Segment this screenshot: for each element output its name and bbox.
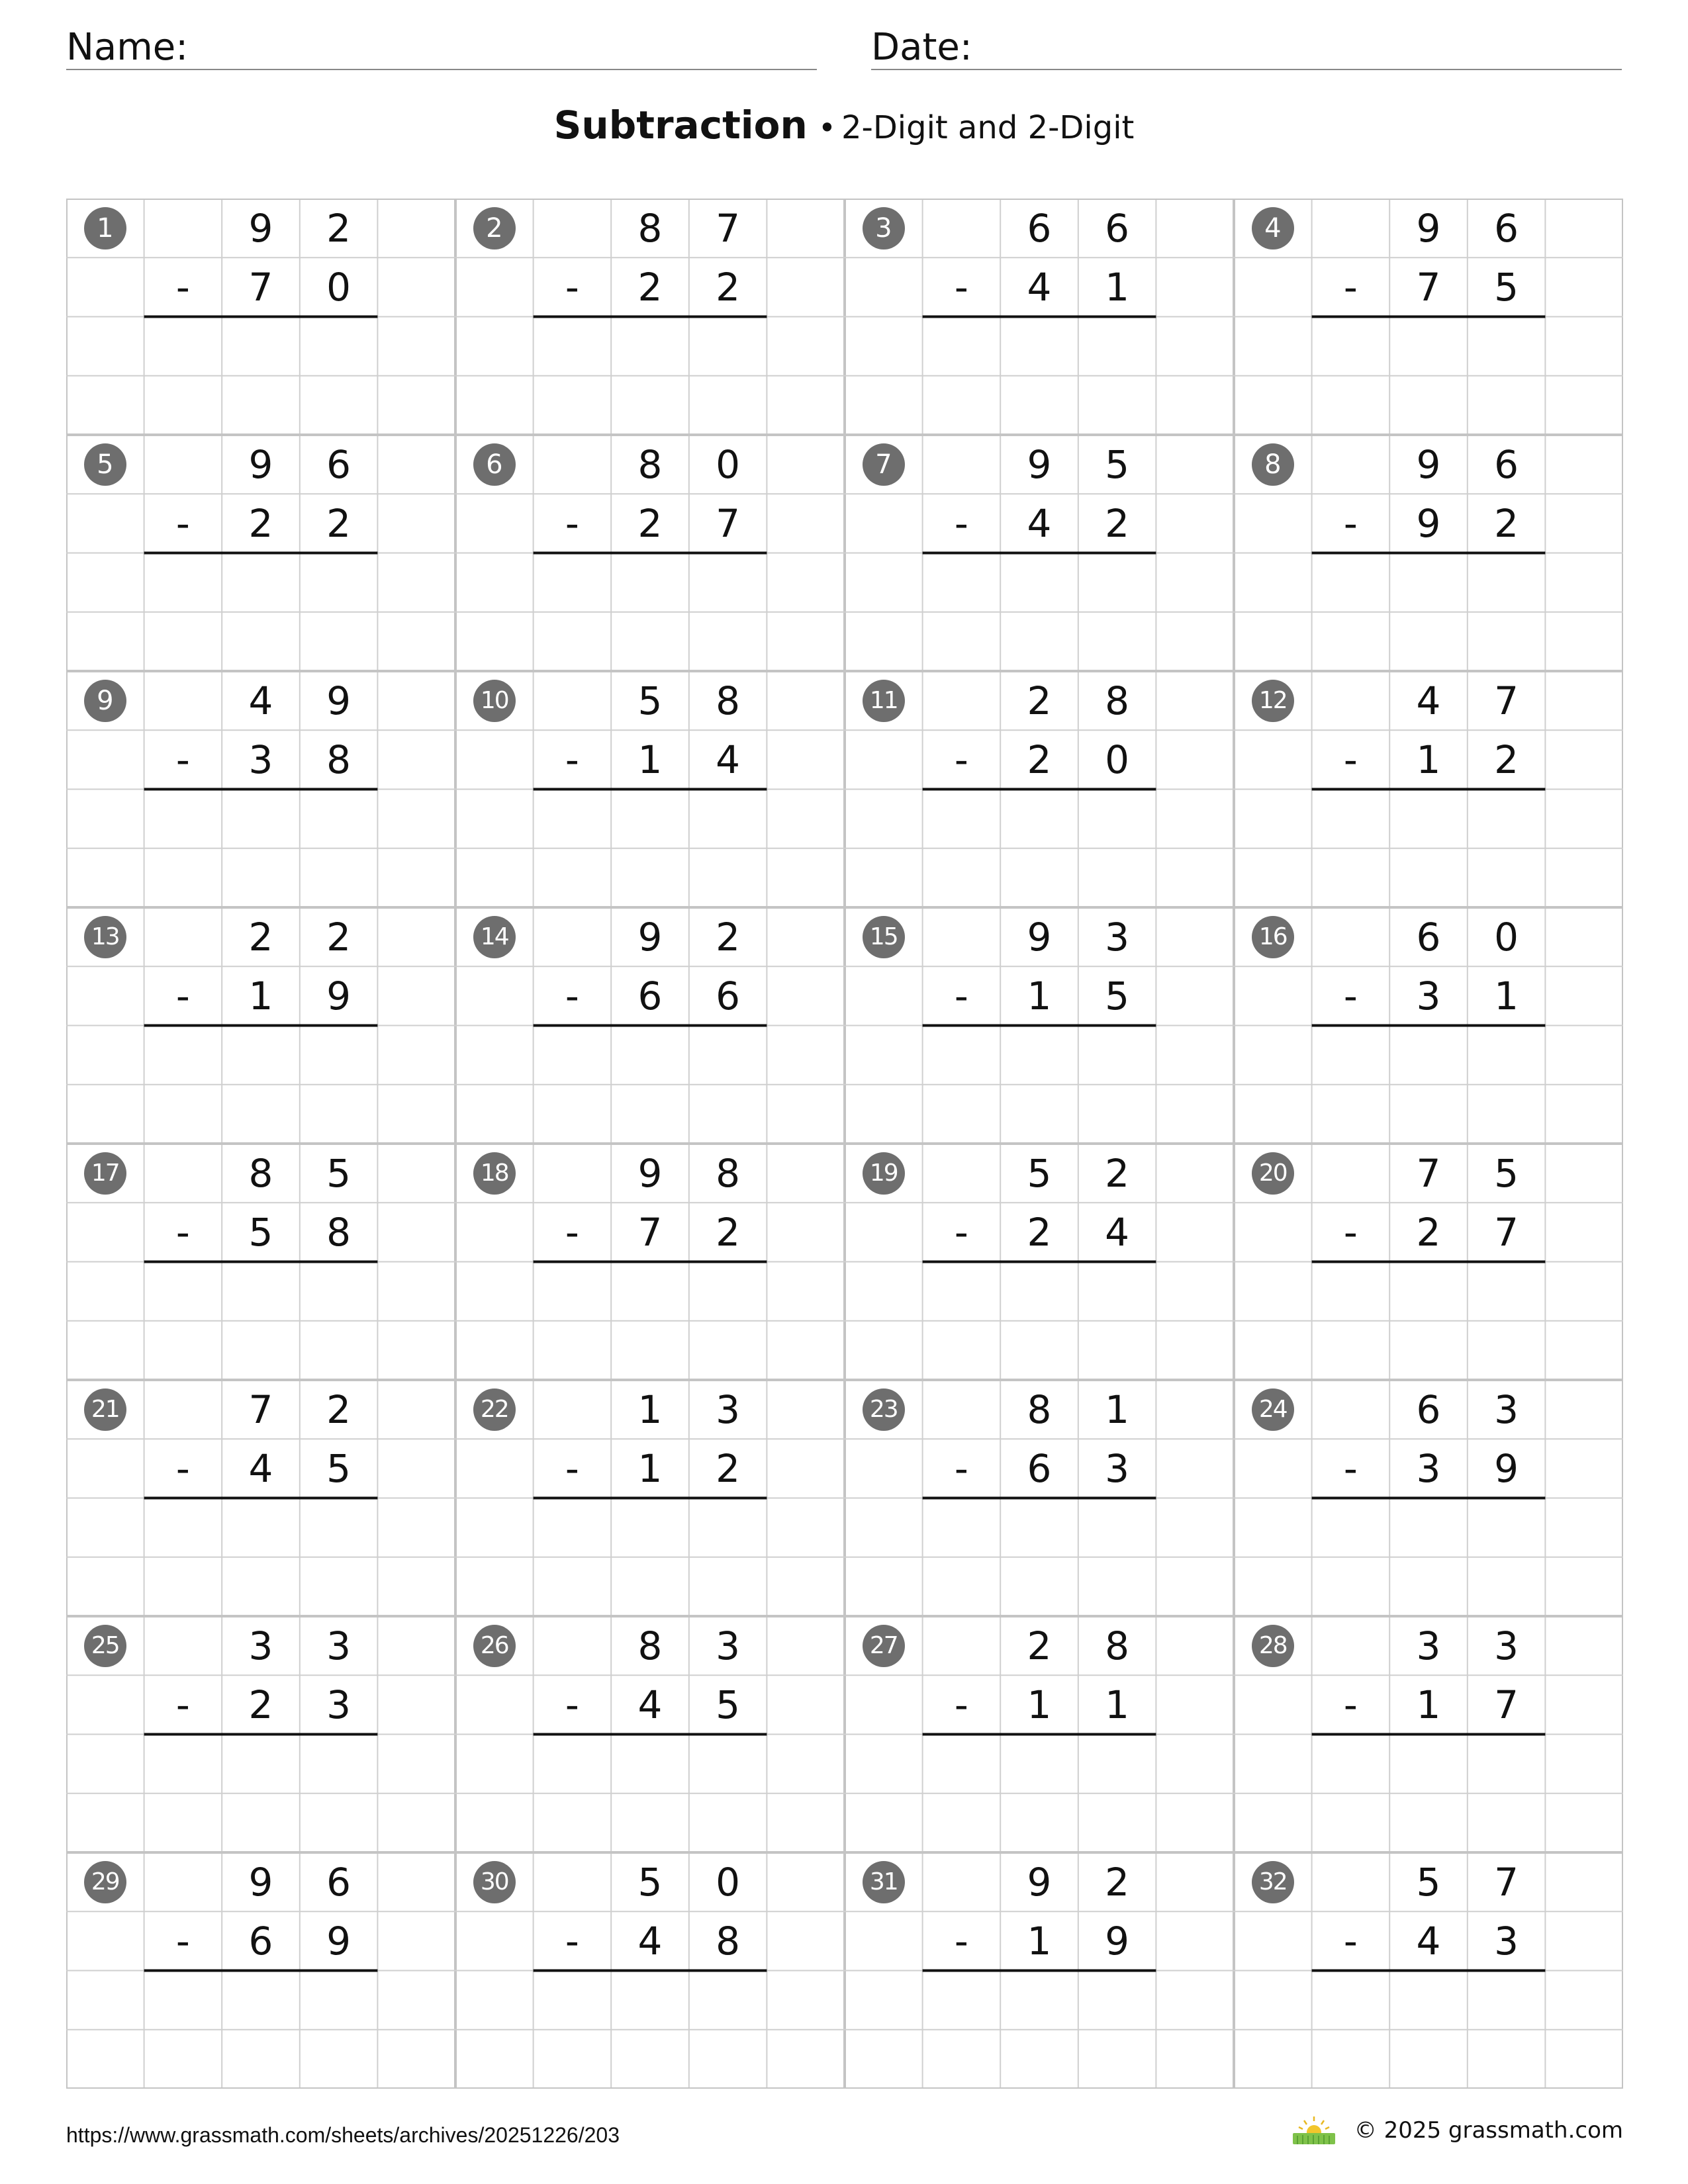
subtrahend-tens-digit: 1: [637, 1445, 663, 1491]
problem-number-badge: 27: [863, 1625, 905, 1667]
minuend-tens-digit: 9: [248, 1859, 273, 1905]
subtrahend-tens-digit: 2: [637, 264, 663, 310]
problem-number-badge: 4: [1252, 207, 1294, 250]
minuend-ones-digit: 8: [1105, 678, 1130, 723]
problem-number-badge: 13: [84, 916, 126, 958]
minuend-tens-digit: 8: [248, 1150, 273, 1196]
minuend-ones-digit: 7: [1494, 678, 1519, 723]
minuend-ones-digit: 1: [1105, 1387, 1130, 1432]
minuend-ones-digit: 0: [716, 1859, 741, 1905]
minuend-ones-digit: 3: [1105, 914, 1130, 960]
minuend-tens-digit: 5: [637, 678, 663, 723]
subtrahend-tens-digit: 2: [248, 1682, 273, 1727]
minuend-ones-digit: 3: [326, 1623, 352, 1668]
subtrahend-tens-digit: 1: [1027, 973, 1052, 1019]
minus-sign: -: [565, 1918, 579, 1964]
minuend-tens-digit: 8: [637, 1623, 663, 1668]
minuend-ones-digit: 5: [326, 1150, 352, 1196]
problem-number-badge: 1: [84, 207, 126, 250]
minus-sign: -: [565, 973, 579, 1019]
problem-number-badge: 8: [1252, 443, 1294, 486]
minuend-ones-digit: 2: [1105, 1859, 1130, 1905]
subtrahend-tens-digit: 5: [248, 1209, 273, 1255]
subtrahend-tens-digit: 2: [1416, 1209, 1441, 1255]
subtrahend-ones-digit: 2: [326, 500, 352, 546]
minuend-tens-digit: 3: [1416, 1623, 1441, 1668]
problem-number-badge: 18: [473, 1152, 516, 1195]
minus-sign: -: [175, 1209, 190, 1255]
subtrahend-ones-digit: 5: [1494, 264, 1519, 310]
minuend-ones-digit: 2: [1105, 1150, 1130, 1196]
problem-number-badge: 2: [473, 207, 516, 250]
subtrahend-ones-digit: 2: [1105, 500, 1130, 546]
footer-brand: [1291, 2115, 1623, 2146]
date-field[interactable]: [871, 21, 1622, 70]
subtrahend-tens-digit: 7: [1416, 264, 1441, 310]
minuend-ones-digit: 2: [326, 205, 352, 251]
minuend-ones-digit: 6: [326, 1859, 352, 1905]
subtrahend-ones-digit: 9: [326, 1918, 352, 1964]
subtrahend-tens-digit: 3: [248, 737, 273, 782]
subtrahend-tens-digit: 6: [1027, 1445, 1052, 1491]
title-subtitle: 2-Digit and 2-Digit: [841, 109, 1135, 146]
title-main: Subtraction: [553, 103, 808, 148]
name-field[interactable]: [66, 21, 817, 70]
minuend-tens-digit: 9: [1416, 441, 1441, 487]
minus-sign: -: [565, 500, 579, 546]
subtrahend-ones-digit: 3: [1105, 1445, 1130, 1491]
minuend-tens-digit: 8: [637, 205, 663, 251]
subtrahend-ones-digit: 5: [1105, 973, 1130, 1019]
minuend-tens-digit: 6: [1027, 205, 1052, 251]
minuend-tens-digit: 5: [1027, 1150, 1052, 1196]
minus-sign: -: [1343, 1209, 1358, 1255]
minus-sign: -: [175, 1445, 190, 1491]
subtrahend-ones-digit: 8: [326, 737, 352, 782]
minus-sign: -: [175, 973, 190, 1019]
minus-sign: -: [954, 1209, 968, 1255]
subtrahend-tens-digit: 4: [1027, 500, 1052, 546]
minus-sign: -: [175, 737, 190, 782]
minus-sign: -: [565, 1682, 579, 1727]
problem-number-badge: 19: [863, 1152, 905, 1195]
minus-sign: -: [1343, 500, 1358, 546]
minuend-tens-digit: 8: [1027, 1387, 1052, 1432]
minus-sign: -: [1343, 264, 1358, 310]
minuend-tens-digit: 9: [248, 205, 273, 251]
minus-sign: -: [954, 737, 968, 782]
subtrahend-ones-digit: 0: [1105, 737, 1130, 782]
minuend-ones-digit: 5: [1105, 441, 1130, 487]
subtrahend-tens-digit: 6: [637, 973, 663, 1019]
subtrahend-tens-digit: 2: [248, 500, 273, 546]
minus-sign: -: [565, 737, 579, 782]
subtrahend-ones-digit: 1: [1105, 264, 1130, 310]
problem-number-badge: 22: [473, 1388, 516, 1431]
subtrahend-ones-digit: 4: [716, 737, 741, 782]
problem-number-badge: 23: [863, 1388, 905, 1431]
subtrahend-ones-digit: 6: [716, 973, 741, 1019]
minus-sign: -: [1343, 1682, 1358, 1727]
minuend-tens-digit: 2: [1027, 1623, 1052, 1668]
footer-copyright: © 2025 grassmath.com: [1354, 2117, 1623, 2144]
problem-number-badge: 14: [473, 916, 516, 958]
problem-number-badge: 32: [1252, 1861, 1294, 1903]
problem-number-badge: 28: [1252, 1625, 1294, 1667]
minuend-tens-digit: 9: [1027, 914, 1052, 960]
minuend-tens-digit: 9: [637, 1150, 663, 1196]
minus-sign: -: [175, 500, 190, 546]
minus-sign: -: [954, 264, 968, 310]
minuend-ones-digit: 2: [716, 914, 741, 960]
minuend-ones-digit: 3: [716, 1623, 741, 1668]
problem-grid: [66, 199, 1623, 2089]
problem-number-badge: 6: [473, 443, 516, 486]
minuend-ones-digit: 3: [1494, 1623, 1519, 1668]
subtrahend-tens-digit: 2: [1027, 737, 1052, 782]
problem-number-badge: 29: [84, 1861, 126, 1903]
subtrahend-tens-digit: 4: [1416, 1918, 1441, 1964]
subtrahend-tens-digit: 2: [1027, 1209, 1052, 1255]
minuend-tens-digit: 2: [248, 914, 273, 960]
problem-number-badge: 31: [863, 1861, 905, 1903]
minuend-tens-digit: 7: [1416, 1150, 1441, 1196]
minuend-tens-digit: 4: [248, 678, 273, 723]
subtrahend-tens-digit: 3: [1416, 1445, 1441, 1491]
problem-number-badge: 24: [1252, 1388, 1294, 1431]
subtrahend-ones-digit: 3: [1494, 1918, 1519, 1964]
footer-url: https://www.grassmath.com/sheets/archives/20251226/203: [66, 2123, 620, 2147]
problem-number-badge: 12: [1252, 680, 1294, 722]
subtrahend-tens-digit: 7: [248, 264, 273, 310]
minuend-tens-digit: 5: [637, 1859, 663, 1905]
problem-number-badge: 26: [473, 1625, 516, 1667]
subtrahend-ones-digit: 7: [1494, 1209, 1519, 1255]
name-label: Name:: [66, 26, 189, 69]
subtrahend-tens-digit: 2: [637, 500, 663, 546]
minus-sign: -: [175, 1682, 190, 1727]
problem-number-badge: 25: [84, 1625, 126, 1667]
minuend-tens-digit: 7: [248, 1387, 273, 1432]
minuend-tens-digit: 1: [637, 1387, 663, 1432]
minuend-ones-digit: 8: [716, 1150, 741, 1196]
subtrahend-ones-digit: 9: [1105, 1918, 1130, 1964]
subtrahend-tens-digit: 6: [248, 1918, 273, 1964]
subtrahend-tens-digit: 1: [1416, 1682, 1441, 1727]
subtrahend-ones-digit: 2: [716, 1209, 741, 1255]
minuend-ones-digit: 2: [326, 914, 352, 960]
minus-sign: -: [954, 1682, 968, 1727]
subtrahend-ones-digit: 8: [326, 1209, 352, 1255]
worksheet-title: [0, 103, 1688, 148]
subtrahend-ones-digit: 2: [716, 264, 741, 310]
minuend-tens-digit: 6: [1416, 914, 1441, 960]
problem-number-badge: 20: [1252, 1152, 1294, 1195]
subtrahend-ones-digit: 2: [1494, 500, 1519, 546]
subtrahend-tens-digit: 1: [1416, 737, 1441, 782]
subtrahend-ones-digit: 1: [1494, 973, 1519, 1019]
subtrahend-tens-digit: 4: [637, 1918, 663, 1964]
subtrahend-tens-digit: 4: [248, 1445, 273, 1491]
minuend-tens-digit: 4: [1416, 678, 1441, 723]
problem-number-badge: 16: [1252, 916, 1294, 958]
minus-sign: -: [1343, 737, 1358, 782]
sun-over-grass-logo-icon: [1291, 2115, 1337, 2146]
minuend-ones-digit: 9: [326, 678, 352, 723]
problem-number-badge: 15: [863, 916, 905, 958]
minuend-ones-digit: 3: [1494, 1387, 1519, 1432]
subtrahend-tens-digit: 3: [1416, 973, 1441, 1019]
subtrahend-ones-digit: 2: [1494, 737, 1519, 782]
minuend-tens-digit: 9: [637, 914, 663, 960]
subtrahend-ones-digit: 5: [716, 1682, 741, 1727]
minuend-tens-digit: 5: [1416, 1859, 1441, 1905]
subtrahend-ones-digit: 5: [326, 1445, 352, 1491]
minuend-ones-digit: 3: [716, 1387, 741, 1432]
minuend-tens-digit: 9: [248, 441, 273, 487]
subtrahend-ones-digit: 0: [326, 264, 352, 310]
minuend-ones-digit: 0: [716, 441, 741, 487]
minus-sign: -: [954, 500, 968, 546]
minuend-tens-digit: 9: [1027, 441, 1052, 487]
subtrahend-tens-digit: 1: [637, 737, 663, 782]
subtrahend-tens-digit: 1: [1027, 1682, 1052, 1727]
minuend-ones-digit: 6: [1494, 441, 1519, 487]
minuend-ones-digit: 0: [1494, 914, 1519, 960]
problem-number-badge: 3: [863, 207, 905, 250]
subtrahend-ones-digit: 9: [326, 973, 352, 1019]
subtrahend-tens-digit: 1: [1027, 1918, 1052, 1964]
subtrahend-ones-digit: 2: [716, 1445, 741, 1491]
subtrahend-ones-digit: 8: [716, 1918, 741, 1964]
problem-number-badge: 5: [84, 443, 126, 486]
minuend-ones-digit: 8: [716, 678, 741, 723]
minus-sign: -: [954, 973, 968, 1019]
minus-sign: -: [954, 1918, 968, 1964]
minus-sign: -: [1343, 973, 1358, 1019]
minuend-ones-digit: 6: [1494, 205, 1519, 251]
minuend-tens-digit: 6: [1416, 1387, 1441, 1432]
minuend-ones-digit: 8: [1105, 1623, 1130, 1668]
minuend-tens-digit: 9: [1027, 1859, 1052, 1905]
minus-sign: -: [565, 1445, 579, 1491]
minuend-tens-digit: 3: [248, 1623, 273, 1668]
minuend-tens-digit: 8: [637, 441, 663, 487]
minus-sign: -: [175, 264, 190, 310]
minuend-ones-digit: 6: [1105, 205, 1130, 251]
minus-sign: -: [1343, 1918, 1358, 1964]
subtrahend-ones-digit: 3: [326, 1682, 352, 1727]
subtrahend-ones-digit: 7: [716, 500, 741, 546]
minuend-ones-digit: 7: [716, 205, 741, 251]
minuend-tens-digit: 2: [1027, 678, 1052, 723]
subtrahend-tens-digit: 4: [1027, 264, 1052, 310]
subtrahend-tens-digit: 4: [637, 1682, 663, 1727]
minuend-ones-digit: 7: [1494, 1859, 1519, 1905]
problem-number-badge: 10: [473, 680, 516, 722]
minus-sign: -: [954, 1445, 968, 1491]
minus-sign: -: [1343, 1445, 1358, 1491]
problem-number-badge: 21: [84, 1388, 126, 1431]
subtrahend-tens-digit: 1: [248, 973, 273, 1019]
title-separator: •: [818, 110, 836, 146]
subtrahend-ones-digit: 4: [1105, 1209, 1130, 1255]
minus-sign: -: [175, 1918, 190, 1964]
subtrahend-ones-digit: 9: [1494, 1445, 1519, 1491]
date-label: Date:: [871, 26, 972, 69]
minuend-ones-digit: 6: [326, 441, 352, 487]
problem-number-badge: 9: [84, 680, 126, 722]
problem-number-badge: 17: [84, 1152, 126, 1195]
subtrahend-ones-digit: 1: [1105, 1682, 1130, 1727]
minus-sign: -: [565, 264, 579, 310]
problem-number-badge: 11: [863, 680, 905, 722]
minuend-ones-digit: 2: [326, 1387, 352, 1432]
problem-number-badge: 30: [473, 1861, 516, 1903]
problem-number-badge: 7: [863, 443, 905, 486]
minus-sign: -: [565, 1209, 579, 1255]
minuend-ones-digit: 5: [1494, 1150, 1519, 1196]
subtrahend-ones-digit: 7: [1494, 1682, 1519, 1727]
subtrahend-tens-digit: 9: [1416, 500, 1441, 546]
minuend-tens-digit: 9: [1416, 205, 1441, 251]
subtrahend-tens-digit: 7: [637, 1209, 663, 1255]
